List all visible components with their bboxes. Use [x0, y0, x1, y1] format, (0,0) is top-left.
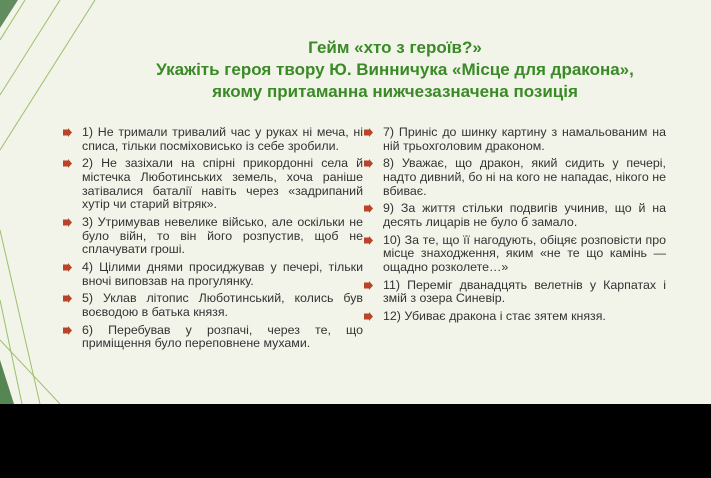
list-item [63, 324, 363, 351]
item-text: 9) За життя стільки подвигів учинив, що й на десять лицарів не було б замало. [383, 201, 666, 229]
arrow-bullet-icon [63, 294, 72, 303]
list-item [368, 310, 666, 324]
item-text: 12) Убиває дракона і стає зятем князя. [383, 309, 606, 324]
list-item [368, 126, 666, 153]
list-item [63, 261, 363, 288]
list-item [368, 202, 666, 229]
arrow-bullet-icon [63, 263, 72, 272]
arrow-bullet-icon [63, 159, 72, 168]
arrow-bullet-icon [63, 218, 72, 227]
right-column-list [368, 126, 666, 328]
list-item [63, 126, 363, 153]
arrow-bullet-icon [364, 159, 373, 168]
slide-title [95, 37, 695, 103]
list-item [63, 216, 363, 257]
arrow-bullet-icon [364, 281, 373, 290]
arrow-bullet-icon [364, 312, 373, 321]
title-line-3: якому притаманна нижчезазначена позиція [212, 82, 578, 101]
arrow-bullet-icon [364, 204, 373, 213]
list-item [368, 234, 666, 275]
item-text: 4) Цілими днями просиджував у печері, тільки вночі виповзав на прогулянку. [82, 259, 363, 288]
arrow-bullet-icon [63, 128, 72, 137]
item-text: 10) За те, що її нагодують, обіцяє розповісти про місце знаходження, яким «не те що камінь — ощадно розколете…» [383, 232, 666, 274]
list-item [368, 279, 666, 306]
arrow-bullet-icon [63, 326, 72, 335]
list-item [63, 157, 363, 211]
item-text: 1) Не тримали тривалий час у руках ні меча, ні списа, тільки посміховисько із себе зробили. [82, 125, 363, 153]
left-column-list [63, 126, 363, 355]
arrow-bullet-icon [364, 236, 373, 245]
item-text: 7) Приніс до шинку картину з намальованим на ній трьохголовим драконом. [383, 125, 666, 153]
arrow-bullet-icon [364, 128, 373, 137]
item-text: 11) Переміг дванадцять велетнів у Карпатах і змій з озера Синевір. [383, 277, 666, 306]
list-item [368, 157, 666, 198]
title-line-1: Гейм «хто з героїв?» [308, 38, 482, 57]
item-text: 5) Уклав літопис Люботинський, колись був воєводою в батька князя. [82, 291, 363, 319]
list-item [63, 292, 363, 319]
item-text: 3) Утримував невелике військо, але оскільки не було війн, то він його розпустив, щоб не сплачувати гроші. [82, 214, 363, 257]
title-line-2: Укажіть героя твору Ю. Винничука «Місце для дракона», [156, 60, 634, 79]
item-text: 6) Перебував у розпачі, через те, що приміщення було переповнене мухами. [82, 322, 363, 351]
item-text: 2) Не зазіхали на спірні прикордонні села й містечка Люботинських земель, хоча раніше затівалися баталії навіть через «задрипаний хутір чи старий вітряк». [82, 156, 363, 212]
item-text: 8) Уважає, що дракон, який сидить у печері, надто дивний, бо ні на кого не нападає, нікого не вбиває. [383, 156, 666, 198]
